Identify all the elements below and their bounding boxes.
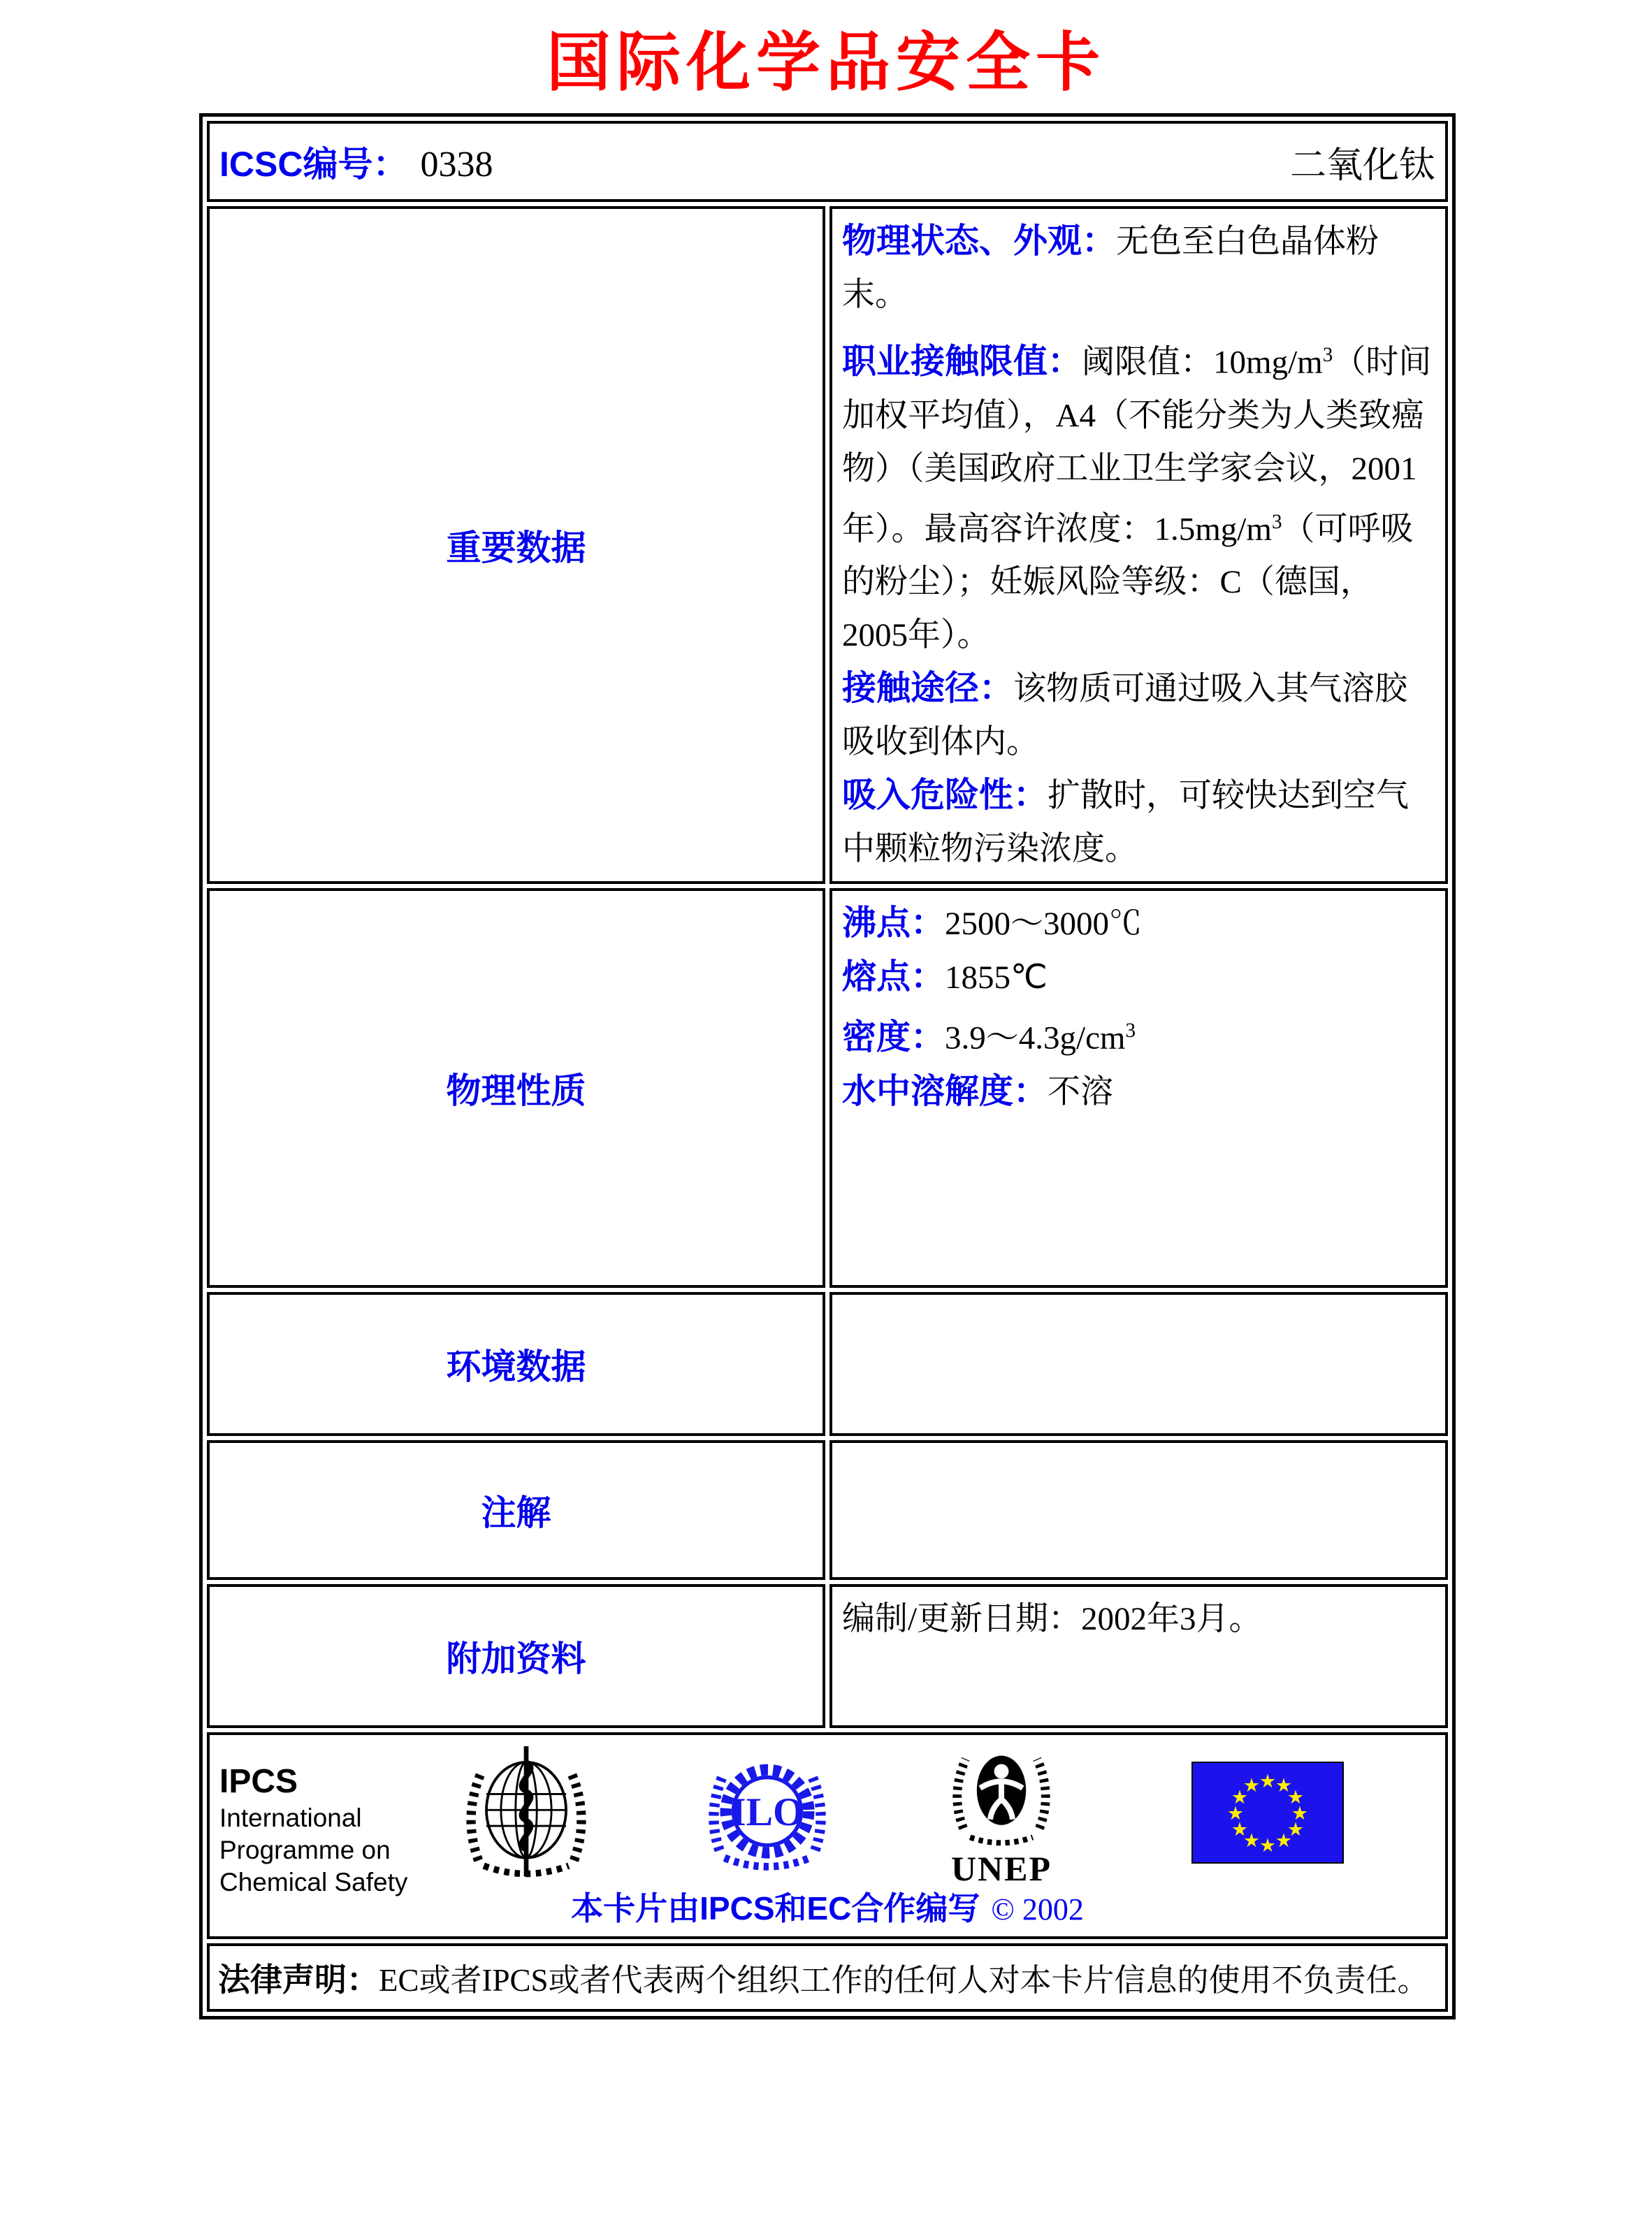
important-data-row (207, 206, 1448, 884)
melting-point-label: 熔点： (842, 958, 945, 996)
section-label-important-data: 重要数据 (207, 206, 825, 884)
notes-content (829, 1440, 1448, 1580)
section-label-notes: 注解 (207, 1440, 825, 1580)
inhalation-risk-text: 扩散时，可较快达到空气中颗粒物污染浓度。 (842, 778, 1410, 868)
exposure-routes-line (842, 662, 1435, 769)
inhalation-risk-label: 吸入危险性： (842, 776, 1048, 815)
exposure-routes-text: 该物质可通过吸入其气溶胶吸收到体内。 (842, 671, 1408, 761)
physical-state-line (842, 215, 1435, 321)
environmental-data-row (207, 1292, 1448, 1436)
ipcs-line-1: International (219, 1804, 362, 1833)
additional-info-content (829, 1584, 1448, 1728)
physical-state-text: 无色至白色晶体粉末。 (842, 224, 1379, 313)
limits-sup-2: 3 (1271, 510, 1282, 533)
logos-row (207, 1732, 1448, 1939)
page-title: 国际化学品安全卡 (546, 27, 1106, 99)
svg-text:★: ★ (1231, 1819, 1249, 1841)
icsc-card-table (199, 113, 1456, 2019)
solubility-value: 不溶 (1048, 1073, 1114, 1110)
density-label: 密度： (842, 1018, 945, 1057)
limits-text-2: （时间加权平均值），A4（不能分类为人类致癌物）（美国政府工业卫生学家会议，2001年）。最高容许浓度：1.5mg/m (842, 344, 1432, 548)
legal-text: EC或者IPCS或者代表两个组织工作的任何人对本卡片信息的使用不负责任。 (379, 1963, 1429, 1998)
physical-state-label: 物理状态、外观： (842, 222, 1117, 260)
limits-text-3: （可呼吸的粉尘）；妊娠风险等级：C（德国，2005年）。 (842, 511, 1414, 654)
melting-point-value: 1855℃ (945, 959, 1048, 996)
legal-cell (207, 1943, 1448, 2012)
physical-properties-row (207, 888, 1448, 1288)
inhalation-risk-line (842, 769, 1435, 876)
who-logo-icon (460, 1743, 593, 1883)
ipcs-line-2: Programme on (219, 1836, 391, 1865)
notes-row (207, 1440, 1448, 1580)
important-data-content (829, 206, 1448, 884)
chemical-name: 二氧化钛 (1289, 145, 1435, 186)
density-sup: 3 (1125, 1020, 1136, 1043)
svg-text:★: ★ (1259, 1771, 1277, 1793)
boiling-point-line (842, 897, 1435, 950)
unep-word: UNEP (950, 1849, 1052, 1889)
section-label-additional-info: 附加资料 (207, 1584, 825, 1728)
limits-text-1: 阈限值：10mg/m (1082, 344, 1323, 381)
svg-text:★: ★ (1242, 1775, 1261, 1797)
additional-info-row (207, 1584, 1448, 1728)
occupational-limits-line (842, 328, 1435, 662)
logos-cell (207, 1732, 1448, 1939)
header-row (207, 121, 1448, 202)
limits-sup-1: 3 (1322, 344, 1333, 366)
legal-label: 法律声明： (218, 1961, 379, 1998)
exposure-routes-label: 接触途径： (842, 669, 1014, 708)
update-date-line: 编制/更新日期：2002年3月。 (842, 1601, 1262, 1638)
icsc-number-label: ICSC编号： (219, 145, 408, 184)
occupational-limits-label: 职业接触限值： (842, 342, 1082, 381)
legal-row (207, 1943, 1448, 2012)
solubility-line (842, 1065, 1435, 1119)
credit-year: © 2002 (991, 1892, 1084, 1927)
section-label-environmental-data: 环境数据 (207, 1292, 825, 1436)
ipcs-text-block (219, 1762, 407, 1899)
unep-logo-block (942, 1741, 1061, 1889)
svg-text:★: ★ (1259, 1835, 1277, 1857)
svg-text:★: ★ (1291, 1803, 1309, 1825)
svg-text:★: ★ (1231, 1787, 1249, 1809)
melting-point-line (842, 950, 1435, 1004)
icsc-number-value: 0338 (420, 145, 493, 184)
credit-text: 本卡片由IPCS和EC合作编写 (571, 1890, 980, 1927)
svg-text:★: ★ (1275, 1775, 1293, 1797)
density-value: 3.9～4.3g/cm (945, 1020, 1126, 1057)
boiling-point-value: 2500～3000℃ (945, 906, 1143, 943)
svg-text:★: ★ (1275, 1830, 1293, 1852)
section-label-physical-properties: 物理性质 (207, 888, 825, 1288)
physical-properties-content (829, 888, 1448, 1288)
boiling-point-label: 沸点： (842, 904, 945, 943)
credit-line (210, 1883, 1445, 1929)
environmental-data-content (829, 1292, 1448, 1436)
header-cell (207, 121, 1448, 202)
eu-flag-icon (1191, 1762, 1344, 1864)
svg-text:★: ★ (1287, 1787, 1305, 1809)
svg-text:★: ★ (1287, 1819, 1305, 1841)
svg-text:★: ★ (1242, 1830, 1261, 1852)
density-line (842, 1004, 1435, 1065)
ipcs-acronym: IPCS (219, 1763, 298, 1801)
icsc-number-group (219, 136, 493, 187)
svg-text:★: ★ (1226, 1803, 1245, 1825)
ilo-letters: ILO (730, 1790, 804, 1835)
solubility-label: 水中溶解度： (842, 1072, 1048, 1110)
ipcs-line-3: Chemical Safety (219, 1868, 408, 1897)
ilo-logo-icon (704, 1750, 830, 1880)
unep-logo-icon (945, 1741, 1057, 1849)
